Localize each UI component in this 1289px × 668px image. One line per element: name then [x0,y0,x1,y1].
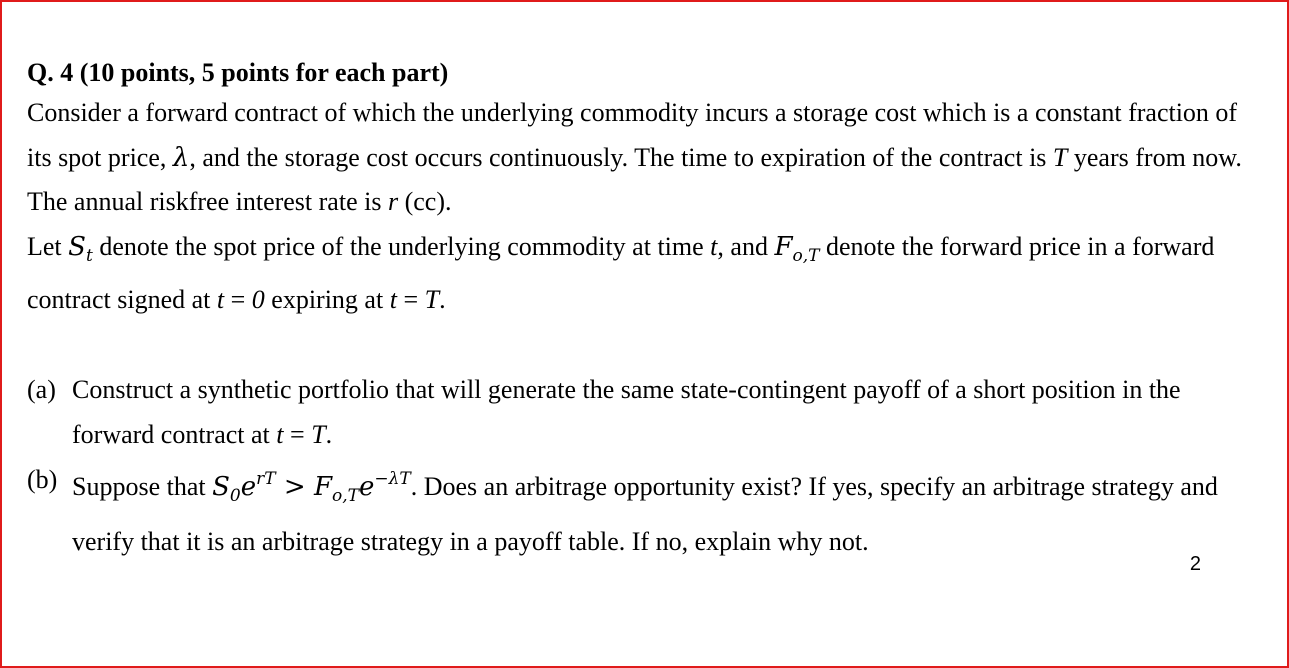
spot-price-symbol: $S_t$ [68,231,93,266]
part-b: (b) Suppose that $S_0e^{rT} > F_{o,T}e^{-\lambda T}$. Does an arbitrage opportunity exist? If yes, specify an arbitrage strategy and verify that it is an arbitrage strategy in a payoff table. If no, explain why not. [27,457,1267,564]
part-b-tag: (b) [27,464,58,494]
part-a: (a) Construct a synthetic portfolio that will generate the same state-contingent payoff of a short position in the forward contract at t = T. [27,367,1267,457]
inequality-expression: $S_0e^{rT} > F_{o,T}e^{-\lambda T}$ [212,468,411,506]
page-number: 2 [1189,552,1201,575]
intro-paragraph-2: Let $S_t$ denote the spot price of the underlying commodity at time t, and $F_{o,T}$ denote the forward price in a forward contract signed at t = 0 expiring at t = T. [27,231,1215,314]
part-a-tag: (a) [27,374,56,404]
question-content [27,55,1267,575]
intro-paragraph-1: Consider a forward contract of which the underlying commodity incurs a storage cost which is a constant fraction of its spot price, λ, and the storage cost occurs continuously. The time to expiration of the contract is T years from now. The annual riskfree interest rate is r (cc). [27,98,1242,216]
r-symbol: r [387,187,399,216]
question-heading: Q. 4 (10 points, 5 points for each part) [27,58,449,87]
T-symbol: T [1052,142,1068,172]
lambda-symbol: λ [172,142,190,173]
forward-price-symbol: $F_{o,T}$ [774,231,820,266]
